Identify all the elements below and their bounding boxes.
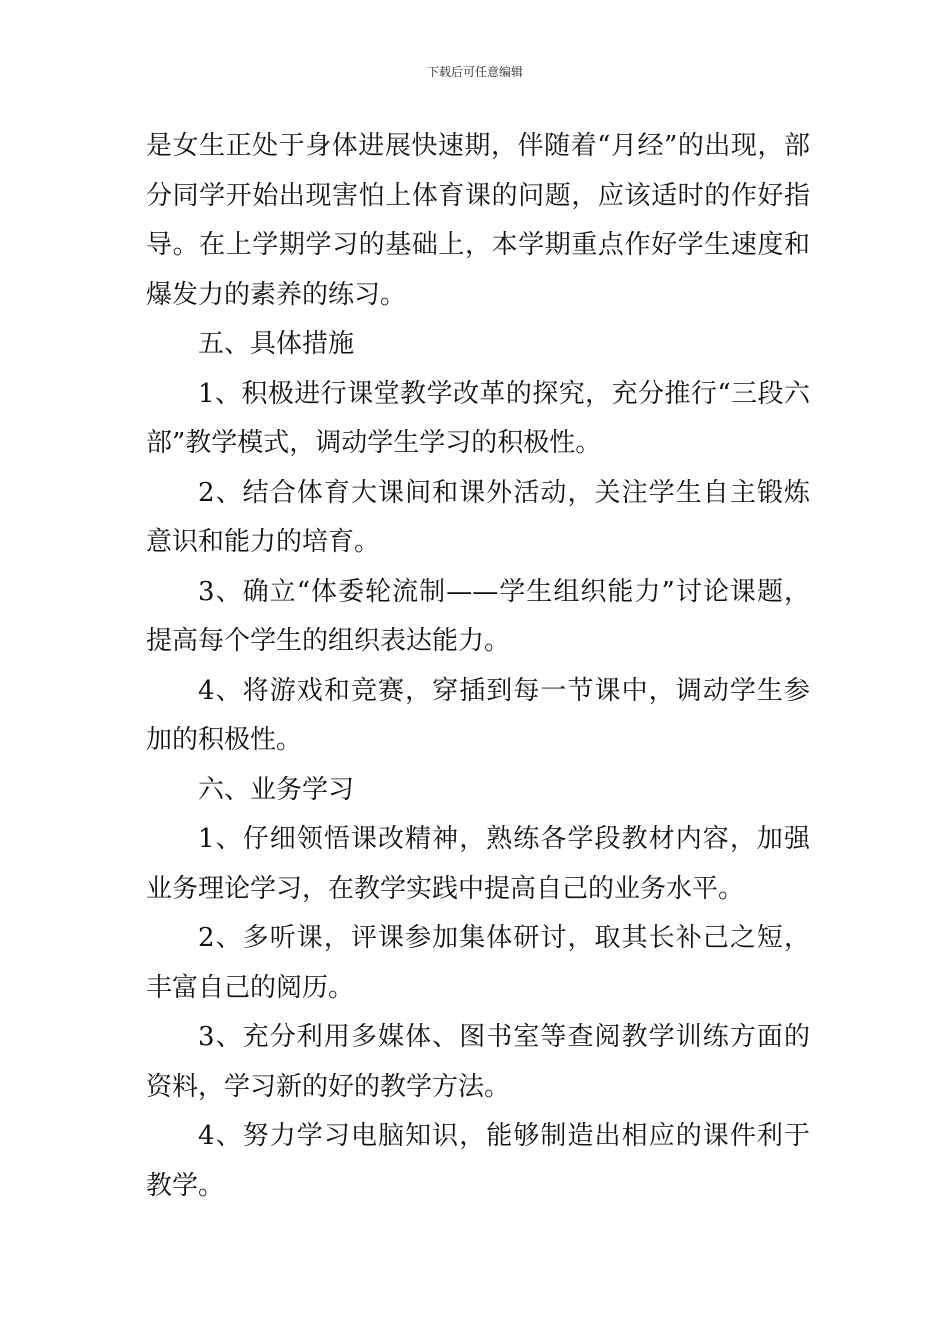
study-item-3: 3、充分利用多媒体、图书室等查阅教学训练方面的资料，学习新的好的教学方法。 bbox=[146, 1022, 810, 1102]
document-body bbox=[146, 122, 810, 1211]
section-heading-study: 六、业务学习 bbox=[198, 774, 355, 805]
measure-item-2: 2、结合体育大课间和课外活动，关注学生自主锻炼意识和能力的培育。 bbox=[146, 477, 810, 557]
paragraph-continuation: 是女生正处于身体进展快速期，伴随着“月经”的出现，部分同学开始出现害怕上体育课的问题，应该适时的作好指导。在上学期学习的基础上，本学期重点作好学生速度和爆发力的素养的练习。 bbox=[146, 131, 810, 310]
measure-item-4: 4、将游戏和竞赛，穿插到每一节课中，调动学生参加的积极性。 bbox=[146, 675, 810, 755]
study-item-1: 1、仔细领悟课改精神，熟练各学段教材内容，加强业务理论学习，在教学实践中提高自己的业务水平。 bbox=[146, 824, 810, 904]
measure-item-3: 3、确立“体委轮流制——学生组织能力”讨论课题，提高每个学生的组织表达能力。 bbox=[146, 576, 810, 656]
measure-item-1: 1、积极进行课堂教学改革的探究，充分推行“三段六部”教学模式，调动学生学习的积极性。 bbox=[146, 378, 810, 458]
section-heading-measures: 五、具体措施 bbox=[198, 329, 355, 359]
study-item-4: 4、努力学习电脑知识，能够制造出相应的课件利于教学。 bbox=[146, 1121, 810, 1201]
page-header: 下载后可任意编辑 bbox=[426, 65, 523, 79]
study-item-2: 2、多听课，评课参加集体研讨，取其长补己之短，丰富自己的阅历。 bbox=[146, 923, 810, 1003]
